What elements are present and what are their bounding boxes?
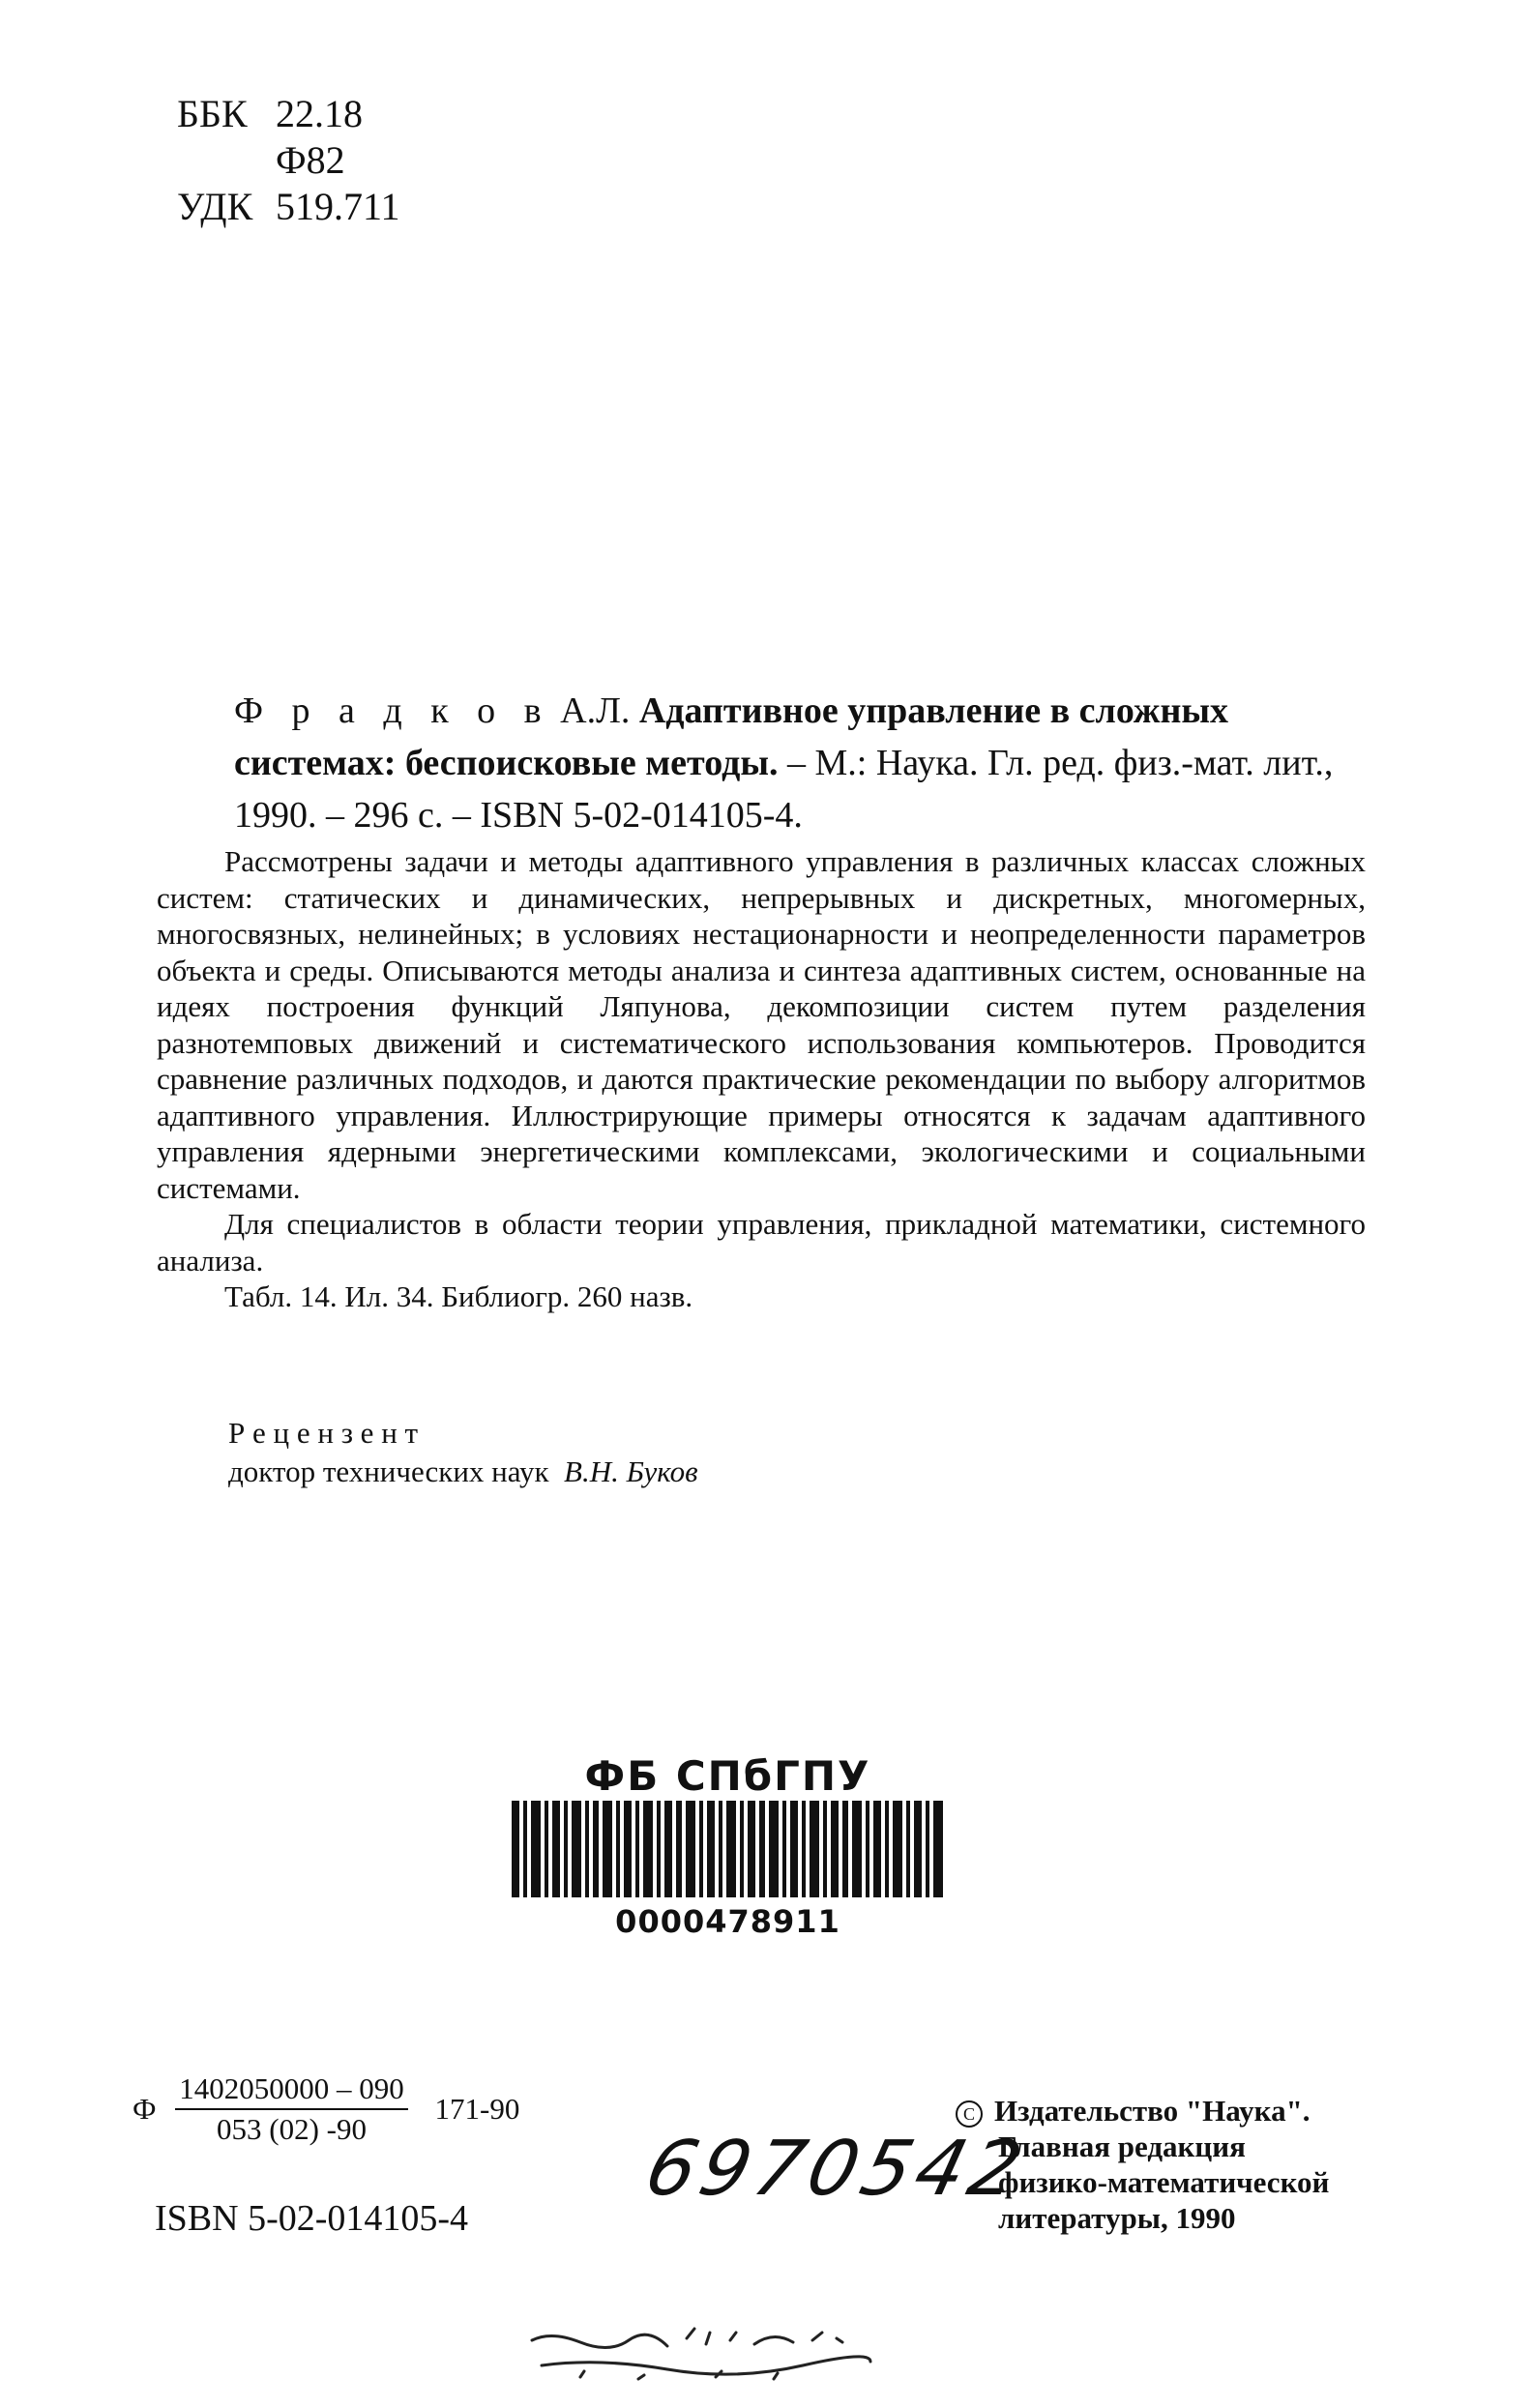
reviewer-name: В.Н. Буков <box>564 1454 698 1488</box>
library-barcode <box>508 1752 948 1941</box>
udk-value: 519.711 <box>276 185 400 228</box>
stats-line: Табл. 14. Ил. 34. Библиогр. 260 назв. <box>224 1279 693 1313</box>
code-tail: 171-90 <box>434 2092 520 2126</box>
copyright-line: Главная редакция <box>998 2129 1246 2163</box>
abstract-paragraph: Рассмотрены задачи и методы адаптивного управления в различных классах сложных систем: статических и динамических, непрерывных и дискретных, многомерных, многосвязных, нелинейных; в условиях нестационарности и неопределенности параметров объекта и среды. Описываются методы анализа и синтеза адаптивных систем, основанные на идеях построения функций Ляпунова, декомпозиции систем путем разделения разнотемповых движений и систематического использования компьютеров. Проводится сравнение различных подходов, и даются практические рекомендации по выбору алгоритмов адаптивного управления. Иллюстрирующие примеры относятся к задачам адаптивного управления ядерными энергетическими комплексами, экологическими и социальными системами. <box>157 844 1366 1205</box>
publication-code <box>133 2071 519 2147</box>
copyright-block <box>956 2093 1329 2236</box>
isbn: ISBN 5-02-014105-4 <box>155 2198 469 2239</box>
copyright-publisher: Издательство "Наука". <box>994 2094 1311 2128</box>
bbk-value: 22.18 <box>276 92 363 135</box>
handwritten-inventory-number: 6970542 <box>636 2126 1036 2213</box>
publication-code-letter: Ф <box>133 2092 157 2126</box>
book-title: Адаптивное управление в сложных системах: беспоисковые методы. <box>234 690 1229 783</box>
copyright-line: физико-математической <box>998 2165 1330 2199</box>
author-surname: Ф р а д к о в <box>234 690 551 731</box>
bibliographic-description <box>234 685 1366 841</box>
barcode-number: 0000478911 <box>615 1903 840 1940</box>
abstract <box>157 843 1366 1315</box>
imprint: – М.: Наука. Гл. ред. физ.-мат. лит., 1990. – 296 с. – ISBN 5-02-014105-4. <box>234 743 1334 836</box>
author-code: Ф82 <box>276 138 345 182</box>
udk-label: УДК <box>177 185 253 228</box>
barcode-bars <box>508 1801 948 1897</box>
library-stamp-mark <box>522 2302 890 2389</box>
code-denominator: 053 (02) -90 <box>217 2112 367 2146</box>
copyright-line: литературы, 1990 <box>998 2201 1236 2235</box>
reviewer-credentials: доктор технических наук <box>228 1454 549 1488</box>
audience-paragraph: Для специалистов в области теории управления, прикладной математики, системного анализа. <box>157 1207 1366 1277</box>
author-initials: А.Л. <box>560 690 631 731</box>
reviewer-label: Р е ц е н з е н т <box>228 1416 419 1450</box>
reviewer-block <box>228 1414 698 1491</box>
library-name: ФБ СПбГПУ <box>584 1752 871 1800</box>
classification-block <box>177 91 400 230</box>
bbk-label: ББК <box>177 92 248 135</box>
code-numerator: 1402050000 – 090 <box>175 2071 408 2110</box>
copyright-icon: C <box>956 2100 983 2128</box>
